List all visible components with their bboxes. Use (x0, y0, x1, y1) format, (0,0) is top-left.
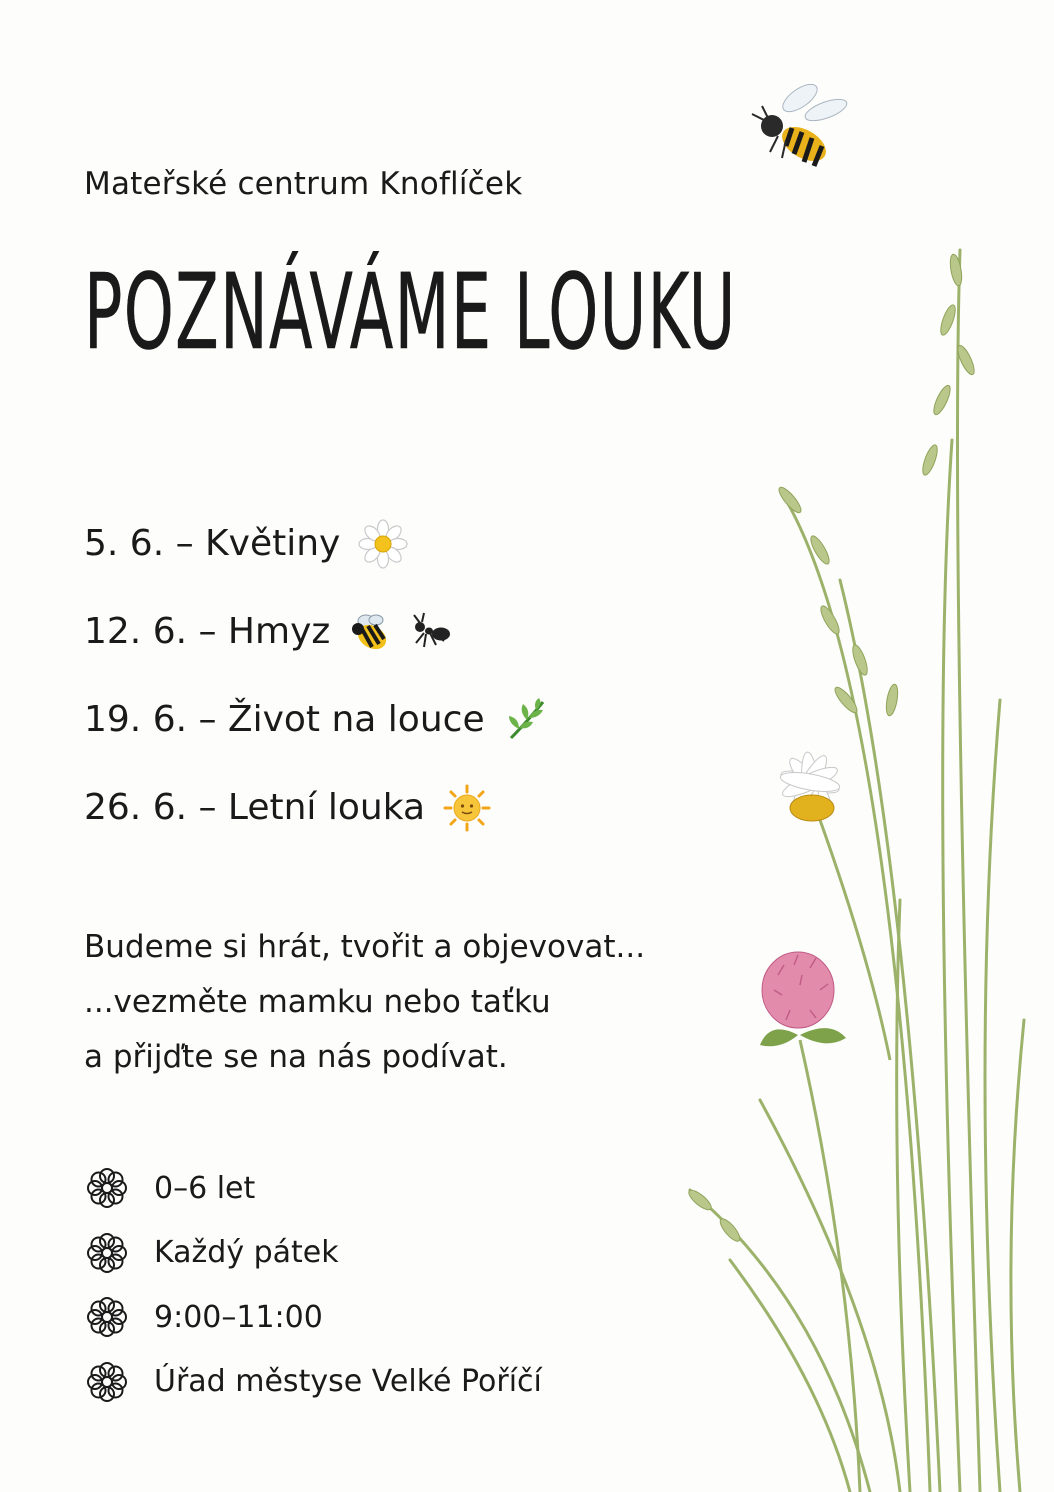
invitation-line: ...vezměte mamku nebo taťku (84, 984, 551, 1020)
flower-outline-icon (84, 1230, 130, 1276)
schedule-item (84, 500, 551, 588)
schedule-item-text: 5. 6. – Květiny (84, 523, 341, 564)
info-list (84, 1156, 542, 1414)
invitation-text (84, 920, 645, 1085)
herb-icon (503, 696, 551, 744)
info-item (84, 1156, 542, 1221)
schedule-item (84, 764, 551, 852)
schedule-item-text: 26. 6. – Letní louka (84, 787, 425, 828)
bee-illustration (752, 79, 849, 168)
info-day: Každý pátek (154, 1235, 339, 1271)
daisy-icon (358, 519, 408, 569)
schedule-list (84, 500, 551, 852)
page-title: POZNÁVÁME LOUKU (84, 251, 737, 373)
invitation-line: Budeme si hrát, tvořit a objevovat... (84, 929, 646, 965)
sun-face-icon (443, 784, 491, 832)
flower-outline-icon (84, 1165, 130, 1211)
flower-outline-icon (84, 1359, 130, 1405)
info-location: Úřad městyse Velké Poříčí (154, 1364, 542, 1400)
schedule-item-text: 19. 6. – Život na louce (84, 699, 485, 740)
info-item (84, 1221, 542, 1286)
grass-stems (690, 250, 1024, 1492)
schedule-item (84, 588, 551, 676)
bee-icon (348, 609, 394, 655)
info-time: 9:00–11:00 (154, 1299, 323, 1335)
flower-outline-icon (84, 1294, 130, 1340)
schedule-item-text: 12. 6. – Hmyz (84, 611, 331, 652)
organization-name: Mateřské centrum Knoflíček (84, 166, 523, 202)
info-item (84, 1285, 542, 1350)
invitation-line: a přijďte se na nás podívat. (84, 1039, 508, 1075)
ant-icon (408, 609, 454, 655)
info-age: 0–6 let (154, 1170, 256, 1206)
info-item (84, 1350, 542, 1415)
schedule-item (84, 676, 551, 764)
grass-seed-heads (686, 253, 977, 1244)
meadow-illustration (660, 60, 1054, 1492)
